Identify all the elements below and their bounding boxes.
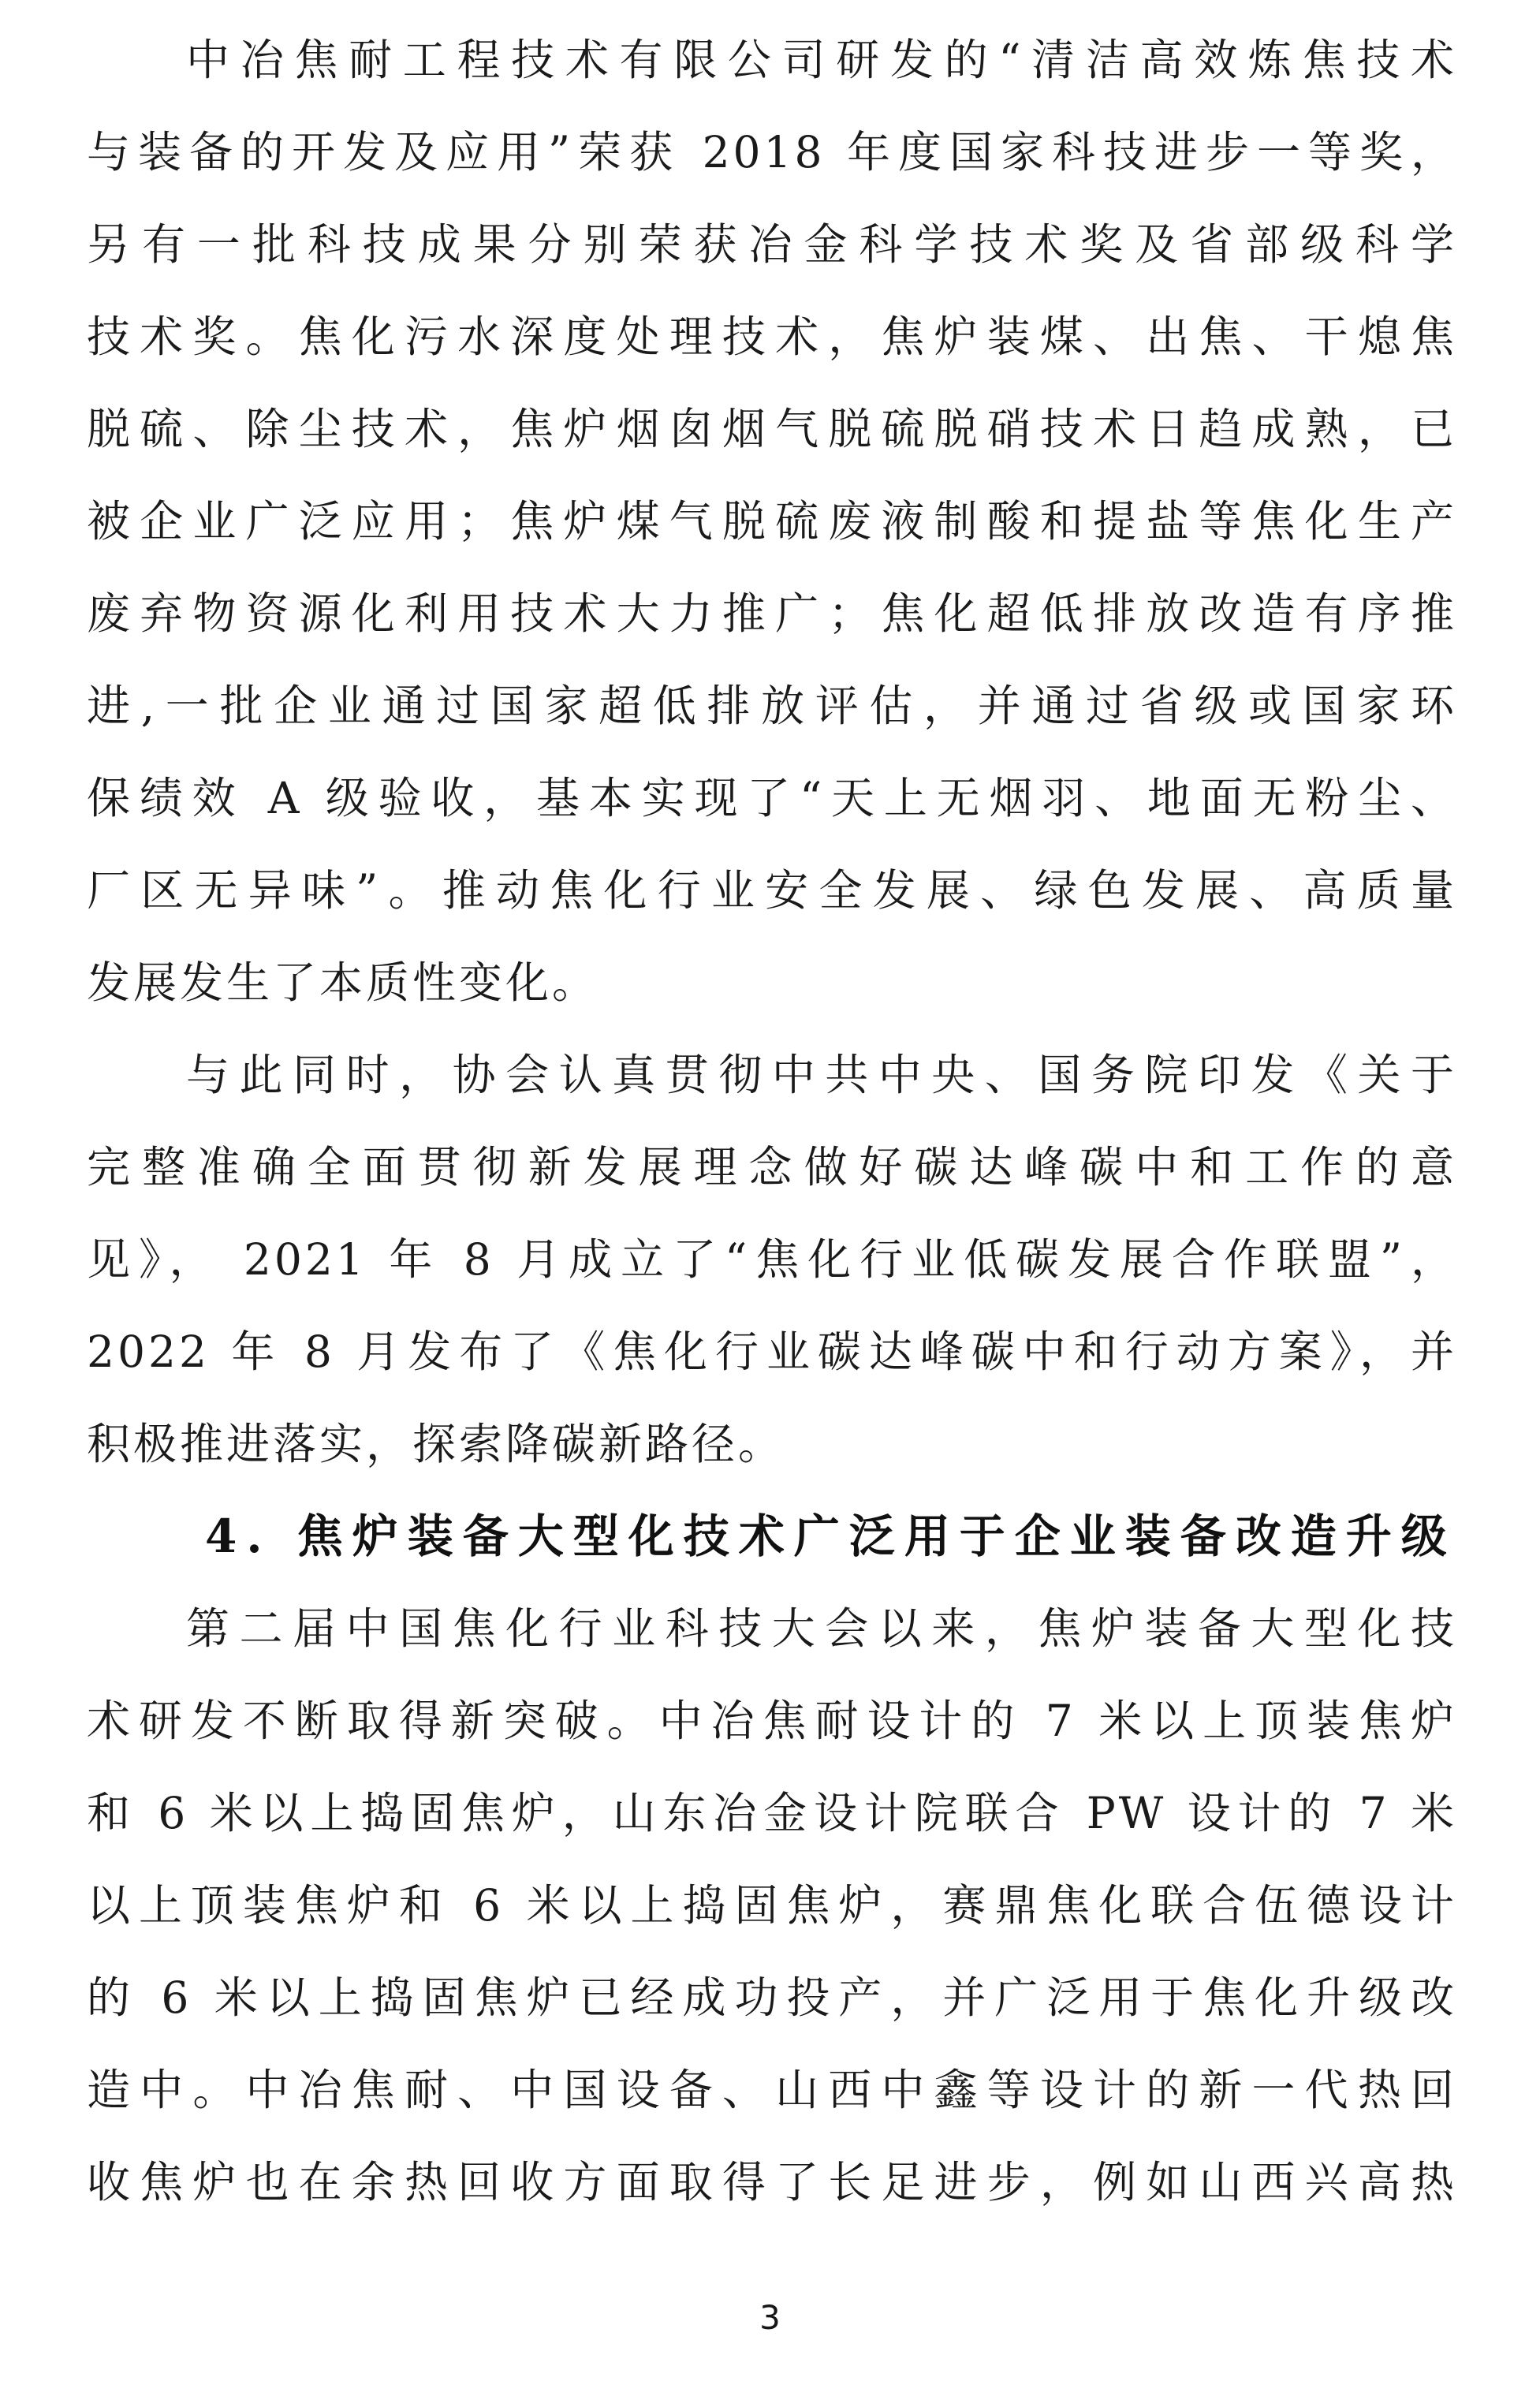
text-line: 厂区无异味”。推动焦化行业安全发展、绿色发展、高质量 [87, 865, 1457, 916]
text-line: 以上顶装焦炉和 6 米以上捣固焦炉，赛鼎焦化联合伍德设计 [87, 1880, 1457, 1931]
text-line: 第二届中国焦化行业科技大会以来，焦炉装备大型化技 [186, 1603, 1457, 1654]
text-line: 完整准确全面贯彻新发展理念做好碳达峰碳中和工作的意 [87, 1142, 1457, 1192]
text-line: 术研发不断取得新突破。中冶焦耐设计的 7 米以上顶装焦炉 [87, 1696, 1457, 1746]
text-line: 2022 年 8 月发布了《焦化行业碳达峰碳中和行动方案》，并 [87, 1327, 1457, 1377]
text-line: 见》， 2021 年 8 月成立了“焦化行业低碳发展合作联盟”， [87, 1234, 1457, 1285]
text-line: 进,一批企业通过国家超低排放评估，并通过省级或国家环 [87, 681, 1457, 731]
page-number: 3 [759, 2298, 781, 2337]
document-body [87, 14, 1457, 2229]
text-line: 与装备的开发及应用”荣获 2018 年度国家科技进步一等奖， [87, 127, 1457, 177]
text-line: 的 6 米以上捣固焦炉已经成功投产，并广泛用于焦化升级改 [87, 1972, 1457, 2023]
text-line: 被企业广泛应用；焦炉煤气脱硫废液制酸和提盐等焦化生产 [87, 496, 1457, 547]
text-line: 和 6 米以上捣固焦炉，山东冶金设计院联合 PW 设计的 7 米 [87, 1788, 1457, 1838]
text-line: 另有一批科技成果分别荣获冶金科学技术奖及省部级科学 [87, 219, 1457, 270]
text-line: 保绩效 A 级验收，基本实现了“天上无烟羽、地面无粉尘、 [87, 773, 1457, 823]
text-line: 废弃物资源化利用技术大力推广；焦化超低排放改造有序推 [87, 588, 1457, 639]
text-line: 发展发生了本质性变化。 [87, 957, 599, 1008]
text-line: 脱硫、除尘技术，焦炉烟囱烟气脱硫脱硝技术日趋成熟，已 [87, 404, 1457, 454]
text-line: 造中。中冶焦耐、中国设备、山西中鑫等设计的新一代热回 [87, 2065, 1457, 2115]
text-line: 技术奖。焦化污水深度处理技术，焦炉装煤、出焦、干熄焦 [87, 312, 1457, 362]
text-line: 中冶焦耐工程技术有限公司研发的“清洁高效炼焦技术 [186, 35, 1457, 85]
section-heading: 4. 焦炉装备大型化技术广泛用于企业装备改造升级 [205, 1509, 1456, 1563]
text-line: 积极推进落实，探索降碳新路径。 [87, 1419, 785, 1469]
text-line: 与此同时，协会认真贯彻中共中央、国务院印发《关于 [186, 1050, 1457, 1100]
text-line: 收焦炉也在余热回收方面取得了长足进步，例如山西兴高热 [87, 2157, 1457, 2207]
